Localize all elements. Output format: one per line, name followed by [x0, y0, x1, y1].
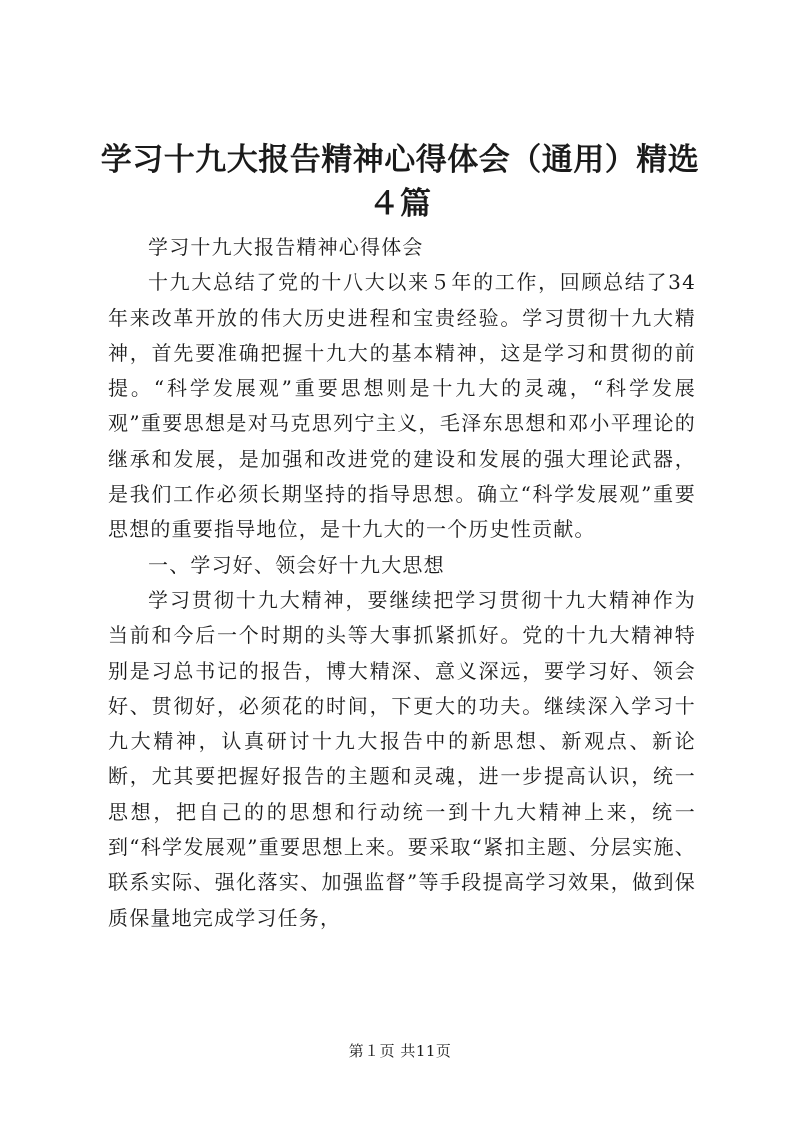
page-footer: 第１页 共11页 — [348, 1042, 452, 1060]
paragraph-subtitle: 学习十九大报告精神心得体会 — [148, 235, 424, 259]
section-heading: 一、学习好、领会好十九大思想 — [148, 552, 445, 577]
paragraph-section-one: 学习贯彻十九大精神，要继续把学习贯彻十九大精神作为当前和今后一个时期的头等大事抓紧抓好。党的十九大精神特别是习总书记的报告，博大精深、意义深远，要学习好、领会好、贯彻好，必须花的时间，下更大的功夫。继续深入学习十九大精神，认真研讨十九大报告中的新思想、新观点、新论断，尤其要把握好报告的主题和灵魂，进一步提高认识，统一思想，把自己的的思想和行动统一到十九大精神上来，统一到“科学发展观”重要思想上来。要采取“紧扣主题、分层实施、联系实际、强化落实、加强监督”等手段提高学习效果，做到保质保量地完成学习任务， — [108, 587, 696, 930]
document-body — [108, 230, 696, 936]
paragraph-intro: 十九大总结了党的十八大以来５年的工作，回顾总结了34年来改革开放的伟大历史进程和宝贵经验。学习贯彻十九大精神，首先要准确把握十九大的基本精神，这是学习和贯彻的前提。“科学发展观”重要思想则是十九大的灵魂，“科学发展观”重要思想是对马克思列宁主义，毛泽东思想和邓小平理论的继承和发展，是加强和改进党的建设和发展的强大理论武器，是我们工作必须长期坚持的指导思想。确立“科学发展观”重要思想的重要指导地位，是十九大的一个历史性贡献。 — [108, 270, 696, 542]
document-title: 学习十九大报告精神心得体会（通用）精选４篇 — [100, 142, 700, 222]
